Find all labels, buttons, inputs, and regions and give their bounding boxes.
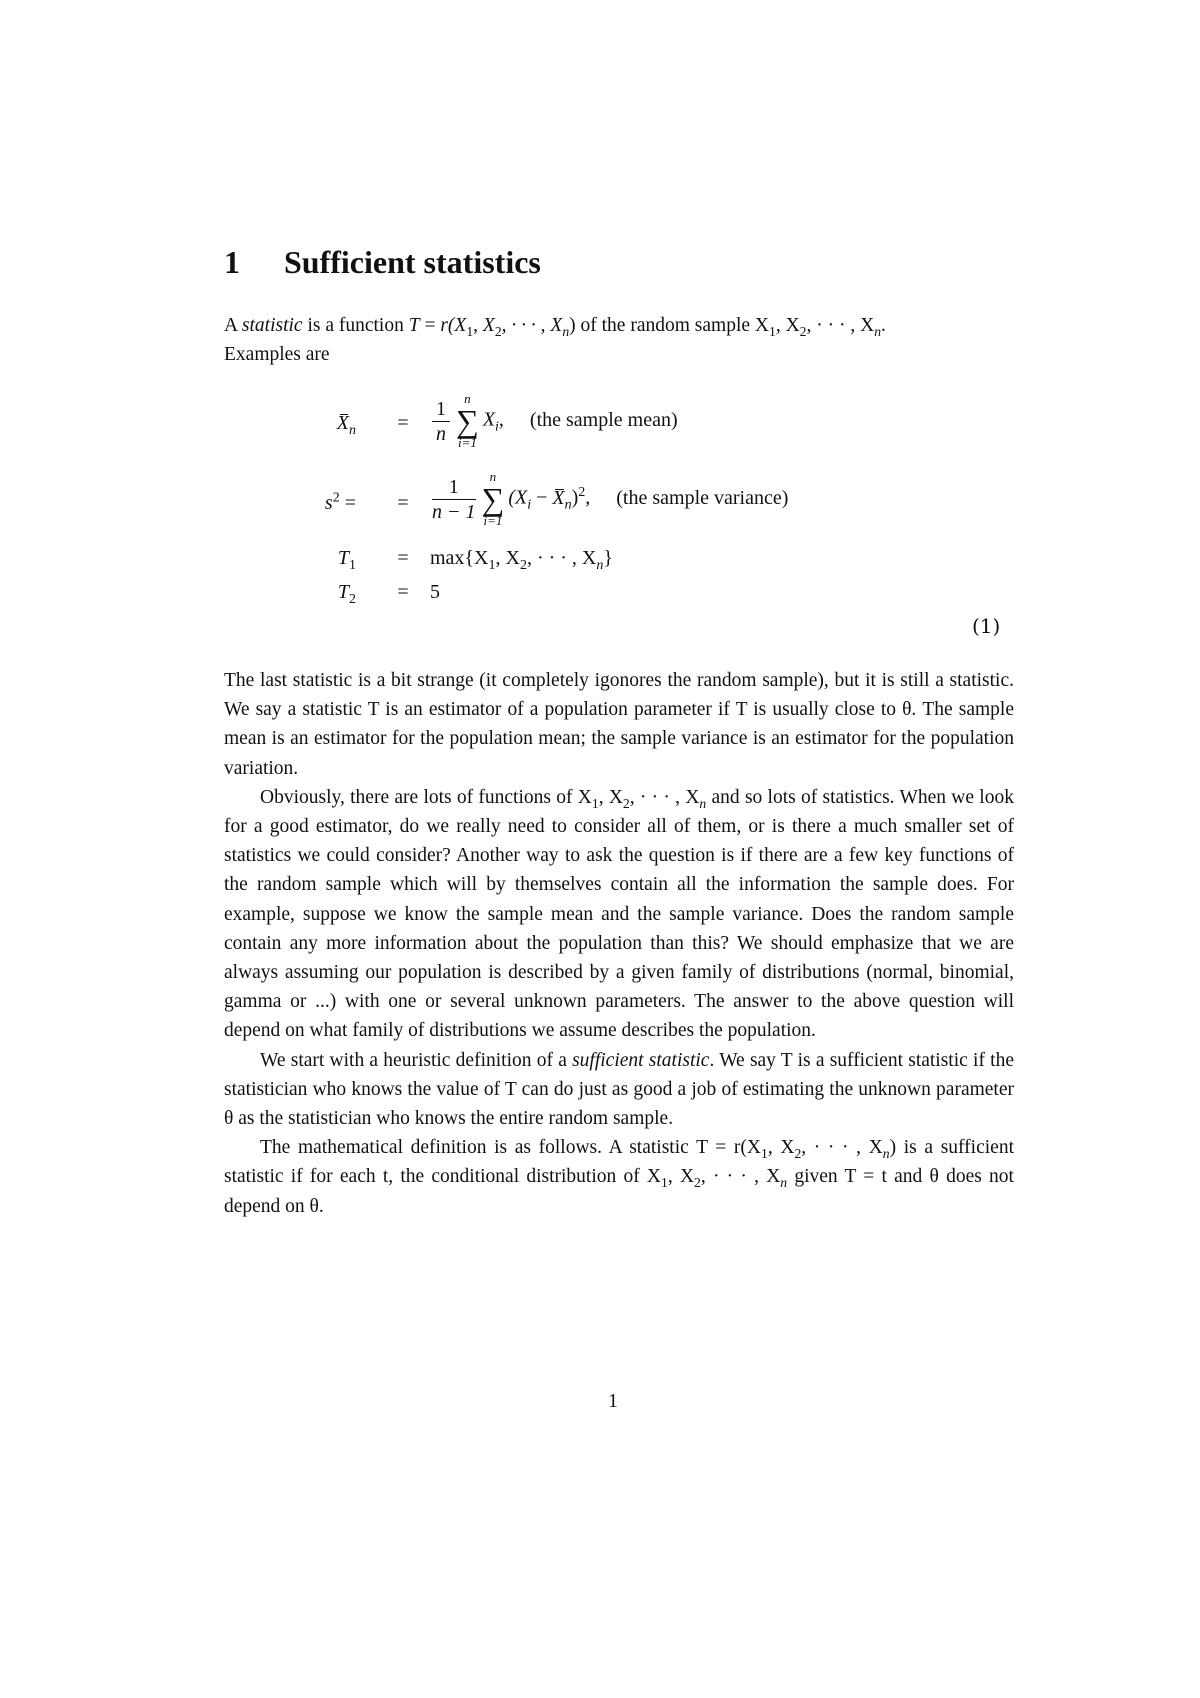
note-sample-mean: (the sample mean) — [529, 408, 678, 431]
paragraph-2: Obviously, there are lots of functions of $X_1$, $X_2$, · · · , $X_n$ and so lots of statistics. When we look for a good estimator, do we really need to consider all of them, or is there a much smaller set of statistics we could consider? Another way to ask the question is if there are a few key functions of the random sample which will by themselves contain all the information the sample does. For example, suppose we know the sample mean and the sample variance. Does the random sample contain any more information about the population than this? We should emphasize that we are always assuming our population is described by a given family of distributions (normal, binomial, gamma or ...) with one or several unknown parameters. The answer to the above question will depend on what family of distributions we assume describes the population. — [224, 786, 1014, 1042]
section-number: 1 — [224, 244, 240, 280]
intro-paragraph: A statistic is a function $T = r(X_1$, $X_2$, · · · , $X_n$) of the random sample $X_1$, $X_2$, · · · , $X_n$. Examples are — [224, 311, 1014, 369]
paragraph-3: We start with a heuristic definition of a sufficient statistic. We say T is a sufficient statistic if the statistician who knows the value of T can do just as good a job of estimating the unknown parameter θ as the statistician who knows the entire random sample. — [224, 1049, 1014, 1130]
equation-number: (1) — [972, 614, 1001, 638]
examples-line: Examples are — [224, 344, 330, 366]
note-sample-variance: (the sample variance) — [616, 486, 789, 509]
term-sufficient-statistic: sufficient statistic — [572, 1049, 710, 1071]
equation-sample-variance: $s^2$ = = $\frac{1}{n - 1}$ n ∑ i=1 $(X_i - X_n)^2$, (the sample variance) — [324, 469, 789, 528]
term-statistic: statistic — [241, 315, 303, 336]
paragraph-4: The mathematical definition is as follows. A statistic $T = r(X_1$, $X_2$, · · · , $X_n$) is a sufficient statistic if for each t, the conditional distribution of $X_1$, $X_2$, · · · , $X_n$ given T = t and θ does not depend on θ. — [224, 1137, 1014, 1217]
equation-t2: $T_2$ = 5 — [337, 581, 440, 607]
equation-t1: $T_1$ = $\max\{X_1$, $X_2$, · · · , $X_n$} — [337, 547, 613, 573]
page-number: 1 — [608, 1390, 618, 1412]
equation-sample-mean: $X_n$ = $\frac{1}{n}$ n ∑ i=1 $X_i$, (the sample mean) — [336, 391, 678, 450]
section-title-text: Sufficient statistics — [284, 244, 541, 280]
paragraph-1: The last statistic is a bit strange (it completely igonores the random sample), but it is still a statistic. We say a statistic T is an estimator of a population parameter if T is usually close to θ. The sample mean is an estimator for the population mean; the sample variance is an estimator for the population variation. — [224, 670, 1014, 779]
body-text — [224, 666, 1014, 1221]
section-heading — [224, 244, 541, 281]
